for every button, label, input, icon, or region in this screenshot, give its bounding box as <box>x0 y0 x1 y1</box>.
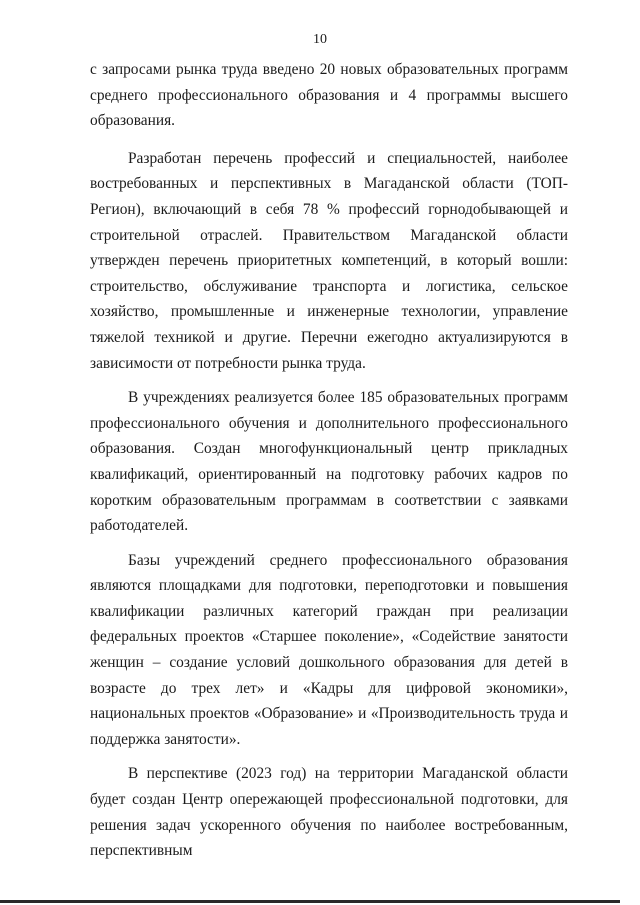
paragraph-continuation: с запросами рынка труда введено 20 новых образовательных программ среднего профессионального образования и 4 программы высшего образования. <box>90 61 568 130</box>
paragraph-programs: В учреждениях реализуется более 185 образовательных программ профессионального обучения и дополнительного профессионального образования. Создан многофункциональный центр прикладных квалификаций, ориентированный на подготовку рабочих кадров по коротким образовательным программам в соответствии с заявками работодателей. <box>90 389 568 535</box>
document-body <box>90 57 568 864</box>
paragraph-top-region: Разработан перечень профессий и специальностей, наиболее востребованных и перспективных в Магаданской области (ТОП-Регион), включающий в себя 78 % профессий горнодобывающей и строительной отраслей. Правительством Магаданской области утвержден перечень приоритетных компетенций, в который вошли: строительство, обслуживание транспорта и логистика, сельское хозяйство, промышленные и инженерные технологии, управление тяжелой техникой и другие. Перечни ежегодно актуализируются в зависимости от потребности рынка труда. <box>90 149 568 372</box>
scan-edge-line <box>0 900 620 903</box>
paragraph-perspective: В перспективе (2023 год) на территории Магаданской области будет создан Центр опережающей профессиональной подготовки, для решения задач ускоренного обучения по наиболее востребованным, перспективным <box>90 765 568 860</box>
page-number: 10 <box>313 32 327 47</box>
paragraph-spo-bases: Базы учреждений среднего профессионального образования являются площадками для подготовки, переподготовки и повышения квалификации различных категорий граждан при реализации федеральных проектов «Старшее поколение», «Содействие занятости женщин – создание условий дошкольного образования для детей в возрасте до трех лет» и «Кадры для цифровой экономики», национальных проектов «Образование» и «Производительность труда и поддержка занятости». <box>90 551 568 748</box>
